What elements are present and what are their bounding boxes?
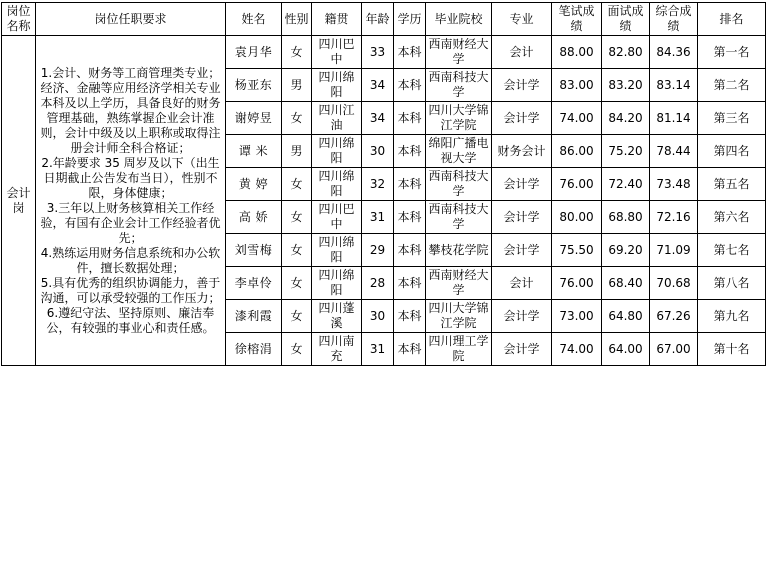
table-header	[2, 3, 766, 36]
cell-post-name: 会计岗	[2, 36, 36, 366]
cell-native-place: 四川南充	[312, 333, 362, 366]
cell-native-place: 四川绵阳	[312, 135, 362, 168]
header-requirements: 岗位任职要求	[36, 3, 226, 36]
cell-total-score: 73.48	[650, 168, 698, 201]
requirement-item: 4.熟练运用财务信息系统和办公软件，擅长数据处理；	[40, 245, 221, 275]
cell-education: 本科	[394, 135, 426, 168]
cell-name: 漆利霞	[226, 300, 282, 333]
cell-education: 本科	[394, 69, 426, 102]
cell-age: 29	[362, 234, 394, 267]
cell-rank: 第九名	[698, 300, 766, 333]
cell-written-score: 83.00	[552, 69, 602, 102]
cell-written-score: 88.00	[552, 36, 602, 69]
cell-name: 徐榕涓	[226, 333, 282, 366]
cell-school: 西南科技大学	[426, 168, 492, 201]
header-rank: 排名	[698, 3, 766, 36]
cell-total-score: 78.44	[650, 135, 698, 168]
cell-school: 四川大学锦江学院	[426, 102, 492, 135]
cell-sex: 女	[282, 168, 312, 201]
cell-major: 会计学	[492, 333, 552, 366]
cell-native-place: 四川绵阳	[312, 234, 362, 267]
candidate-results-table	[1, 2, 766, 366]
cell-age: 31	[362, 201, 394, 234]
header-school: 毕业院校	[426, 3, 492, 36]
cell-native-place: 四川绵阳	[312, 69, 362, 102]
header-native-place: 籍贯	[312, 3, 362, 36]
requirement-item: 5.具有优秀的组织协调能力，善于沟通，可以承受较强的工作压力；	[40, 275, 221, 305]
cell-school: 西南财经大学	[426, 36, 492, 69]
cell-education: 本科	[394, 168, 426, 201]
requirement-item: 2.年龄要求 35 周岁及以下（出生日期截止公告发布当日），性别不限，身体健康；	[41, 155, 220, 200]
header-major: 专业	[492, 3, 552, 36]
cell-written-score: 76.00	[552, 168, 602, 201]
cell-native-place: 四川巴中	[312, 36, 362, 69]
cell-name: 刘雪梅	[226, 234, 282, 267]
cell-written-score: 74.00	[552, 102, 602, 135]
cell-name: 谭 米	[226, 135, 282, 168]
cell-written-score: 74.00	[552, 333, 602, 366]
cell-education: 本科	[394, 201, 426, 234]
cell-interview-score: 64.00	[602, 333, 650, 366]
cell-rank: 第三名	[698, 102, 766, 135]
cell-sex: 男	[282, 69, 312, 102]
cell-total-score: 70.68	[650, 267, 698, 300]
cell-written-score: 86.00	[552, 135, 602, 168]
header-interview-score: 面试成绩	[602, 3, 650, 36]
cell-name: 袁月华	[226, 36, 282, 69]
cell-major: 会计学	[492, 102, 552, 135]
cell-rank: 第四名	[698, 135, 766, 168]
cell-major: 会计	[492, 36, 552, 69]
cell-age: 30	[362, 300, 394, 333]
cell-name: 高 娇	[226, 201, 282, 234]
cell-sex: 女	[282, 234, 312, 267]
cell-total-score: 81.14	[650, 102, 698, 135]
cell-interview-score: 83.20	[602, 69, 650, 102]
header-total-score: 综合成绩	[650, 3, 698, 36]
cell-rank: 第八名	[698, 267, 766, 300]
cell-age: 34	[362, 69, 394, 102]
header-written-score: 笔试成绩	[552, 3, 602, 36]
cell-school: 四川大学锦江学院	[426, 300, 492, 333]
cell-written-score: 75.50	[552, 234, 602, 267]
header-sex: 性别	[282, 3, 312, 36]
header-row	[2, 3, 766, 36]
cell-native-place: 四川江油	[312, 102, 362, 135]
cell-education: 本科	[394, 300, 426, 333]
table-row	[2, 36, 766, 69]
cell-major: 会计学	[492, 201, 552, 234]
cell-age: 28	[362, 267, 394, 300]
cell-total-score: 67.26	[650, 300, 698, 333]
cell-major: 会计学	[492, 69, 552, 102]
cell-rank: 第七名	[698, 234, 766, 267]
cell-name: 李卓伶	[226, 267, 282, 300]
cell-rank: 第十名	[698, 333, 766, 366]
cell-sex: 女	[282, 102, 312, 135]
cell-sex: 女	[282, 333, 312, 366]
cell-native-place: 四川绵阳	[312, 168, 362, 201]
cell-education: 本科	[394, 234, 426, 267]
cell-interview-score: 69.20	[602, 234, 650, 267]
cell-school: 攀枝花学院	[426, 234, 492, 267]
cell-name: 谢婷昱	[226, 102, 282, 135]
header-name: 姓名	[226, 3, 282, 36]
cell-age: 31	[362, 333, 394, 366]
table-body	[2, 36, 766, 366]
header-age: 年龄	[362, 3, 394, 36]
cell-interview-score: 64.80	[602, 300, 650, 333]
cell-age: 34	[362, 102, 394, 135]
cell-total-score: 83.14	[650, 69, 698, 102]
cell-age: 30	[362, 135, 394, 168]
cell-native-place: 四川巴中	[312, 201, 362, 234]
cell-school: 四川理工学院	[426, 333, 492, 366]
cell-total-score: 84.36	[650, 36, 698, 69]
cell-rank: 第一名	[698, 36, 766, 69]
cell-education: 本科	[394, 333, 426, 366]
cell-written-score: 76.00	[552, 267, 602, 300]
cell-native-place: 四川绵阳	[312, 267, 362, 300]
header-education: 学历	[394, 3, 426, 36]
cell-requirements	[36, 36, 226, 366]
cell-interview-score: 84.20	[602, 102, 650, 135]
cell-interview-score: 72.40	[602, 168, 650, 201]
cell-education: 本科	[394, 36, 426, 69]
cell-interview-score: 82.80	[602, 36, 650, 69]
cell-total-score: 71.09	[650, 234, 698, 267]
cell-rank: 第五名	[698, 168, 766, 201]
cell-school: 西南科技大学	[426, 201, 492, 234]
cell-sex: 女	[282, 201, 312, 234]
cell-written-score: 80.00	[552, 201, 602, 234]
cell-major: 会计	[492, 267, 552, 300]
cell-major: 会计学	[492, 234, 552, 267]
cell-interview-score: 68.80	[602, 201, 650, 234]
cell-school: 西南财经大学	[426, 267, 492, 300]
cell-school: 绵阳广播电视大学	[426, 135, 492, 168]
cell-rank: 第六名	[698, 201, 766, 234]
cell-major: 财务会计	[492, 135, 552, 168]
cell-major: 会计学	[492, 168, 552, 201]
cell-age: 33	[362, 36, 394, 69]
cell-major: 会计学	[492, 300, 552, 333]
cell-interview-score: 68.40	[602, 267, 650, 300]
cell-age: 32	[362, 168, 394, 201]
cell-name: 黄 婷	[226, 168, 282, 201]
requirement-item: 6.遵纪守法、坚持原则、廉洁奉公，有较强的事业心和责任感。	[46, 305, 215, 335]
cell-total-score: 67.00	[650, 333, 698, 366]
cell-total-score: 72.16	[650, 201, 698, 234]
cell-sex: 女	[282, 267, 312, 300]
requirement-item: 1.会计、财务等工商管理类专业；经济、金融等应用经济学相关专业本科及以上学历，具备良好的财务管理基础，熟练掌握企业会计准则，会计中级及以上职称或取得注册会计师全科合格证；	[40, 65, 221, 155]
cell-sex: 女	[282, 36, 312, 69]
cell-education: 本科	[394, 102, 426, 135]
header-post-name: 岗位名称	[2, 3, 36, 36]
cell-interview-score: 75.20	[602, 135, 650, 168]
cell-name: 杨亚东	[226, 69, 282, 102]
cell-school: 西南科技大学	[426, 69, 492, 102]
cell-sex: 男	[282, 135, 312, 168]
cell-education: 本科	[394, 267, 426, 300]
cell-sex: 女	[282, 300, 312, 333]
requirement-item: 3.三年以上财务核算相关工作经验，有国有企业会计工作经验者优先；	[40, 200, 221, 245]
cell-native-place: 四川蓬溪	[312, 300, 362, 333]
cell-written-score: 73.00	[552, 300, 602, 333]
cell-rank: 第二名	[698, 69, 766, 102]
